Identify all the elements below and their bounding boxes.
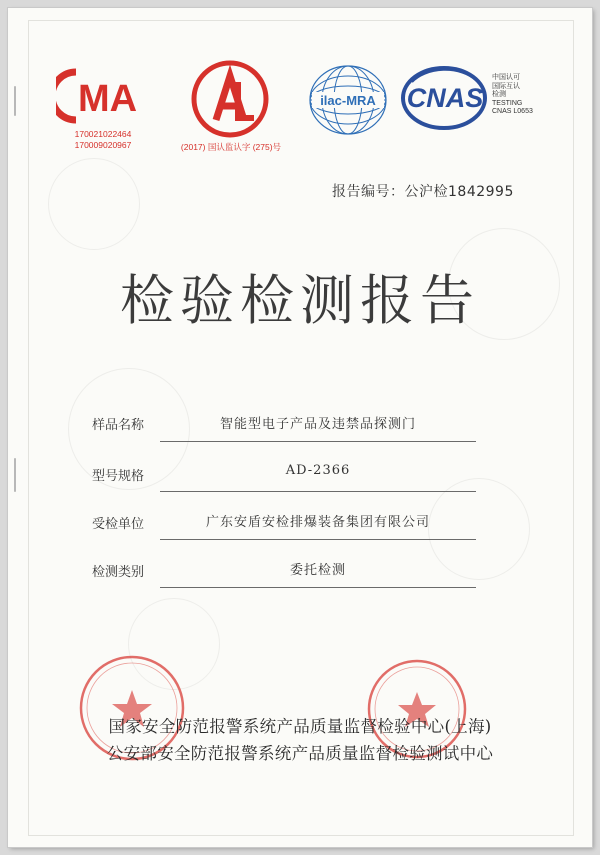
field-underline — [160, 539, 476, 540]
cal-logo-icon — [188, 58, 272, 140]
field-label-test-type: 检测类别 — [92, 565, 145, 580]
cma-code-1: 170021022464 — [74, 129, 132, 139]
binding-mark — [14, 458, 16, 492]
field-label-sample-name: 样品名称 — [92, 418, 145, 433]
cnas-line: CNAS L0653 — [492, 108, 533, 116]
report-number: 报告编号：公沪检1842995 — [332, 184, 514, 200]
field-label-model: 型号规格 — [92, 469, 145, 484]
background-pattern — [48, 158, 140, 250]
cnas-line: TESTING — [492, 99, 523, 107]
cma-code-2: 170009020967 — [74, 140, 132, 150]
ilac-mra-logo-icon — [306, 62, 390, 138]
field-underline — [160, 441, 476, 442]
cnas-logo-icon — [400, 64, 490, 132]
cma-logo-icon — [56, 66, 152, 126]
svg-text:CNAS: CNAS — [406, 83, 484, 113]
cma-codes — [58, 129, 148, 151]
issuer-line-2: 公安部安全防范报警系统产品质量监督检验测试中心 — [106, 744, 494, 763]
field-underline — [160, 491, 476, 492]
field-value-applicant: 广东安盾安检排爆装备集团有限公司 — [205, 515, 430, 530]
cnas-accreditation-text — [492, 74, 533, 117]
field-label-applicant: 受检单位 — [92, 517, 145, 532]
cnas-line: 国际互认 — [492, 82, 520, 90]
field-value-model: AD-2366 — [285, 463, 351, 478]
field-underline — [160, 587, 476, 588]
binding-mark — [14, 86, 16, 116]
cnas-line: 中国认可 — [492, 74, 520, 81]
field-value-sample-name: 智能型电子产品及违禁品探测门 — [219, 417, 416, 432]
field-value-test-type: 委托检测 — [289, 563, 346, 578]
cnas-line: 检测 — [492, 91, 506, 99]
svg-text:ilac-MRA: ilac-MRA — [320, 93, 376, 108]
report-title: 检验检测报告 — [120, 269, 480, 332]
svg-text:MA: MA — [78, 78, 138, 120]
cal-caption: (2017) 国认监认字 (275)号 — [180, 142, 282, 152]
issuer-line-1: 国家安全防范报警系统产品质量监督检验中心(上海) — [108, 717, 492, 736]
